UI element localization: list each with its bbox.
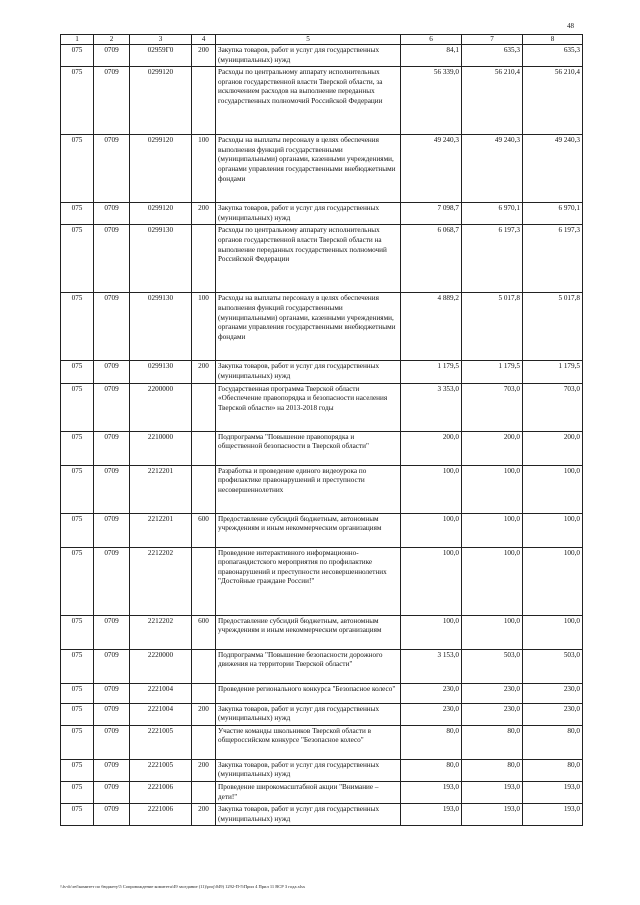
table-cell-col-2: 0709: [94, 225, 130, 293]
table-cell-col-4: 200: [192, 203, 216, 225]
table-cell-col-8: 1 179,5: [523, 361, 583, 383]
header-col-1: 1: [61, 35, 94, 45]
table-cell-col-8: 80,0: [523, 759, 583, 781]
table-cell-col-8: 6 197,3: [523, 225, 583, 293]
table-row: [61, 804, 583, 826]
table-cell-col-4: 100: [192, 135, 216, 203]
table-cell-col-3: 2212201: [130, 513, 192, 547]
table-cell-col-1: 075: [61, 725, 94, 759]
table-cell-col-7: 230,0: [462, 703, 523, 725]
table-cell-col-6: 49 240,3: [401, 135, 462, 203]
table-cell-col-1: 075: [61, 225, 94, 293]
table-row: [61, 759, 583, 781]
table-cell-col-5: Предоставление субсидий бюджетным, автономным учреждениям и иным некоммерческим организациям: [216, 513, 401, 547]
table-cell-col-4: [192, 649, 216, 683]
table-cell-col-6: 193,0: [401, 781, 462, 803]
table-cell-col-7: 193,0: [462, 804, 523, 826]
header-col-7: 7: [462, 35, 523, 45]
table-cell-col-4: 200: [192, 361, 216, 383]
table-row: [61, 683, 583, 703]
table-cell-col-3: 2221005: [130, 759, 192, 781]
table-cell-col-3: 0299130: [130, 361, 192, 383]
budget-table: [60, 34, 583, 826]
table-row: [61, 547, 583, 615]
table-cell-col-1: 075: [61, 781, 94, 803]
table-cell-col-4: [192, 683, 216, 703]
table-row: [61, 383, 583, 431]
table-cell-col-5: Проведение регионального конкурса "Безопасное колесо": [216, 683, 401, 703]
table-cell-col-6: 6 068,7: [401, 225, 462, 293]
table-cell-col-7: 193,0: [462, 781, 523, 803]
table-cell-col-3: 0299120: [130, 203, 192, 225]
header-col-2: 2: [94, 35, 130, 45]
file-path-footer: \\fs-dc\ref\комитет по бюджету\5 Сопровождение комитета\49 заседание (11)\proj\049) 1292-П-5\Прил 4 Прил 11 ВСР 3 года.xlsx: [60, 884, 306, 889]
table-cell-col-1: 075: [61, 465, 94, 513]
table-cell-col-7: 5 017,8: [462, 293, 523, 361]
table-cell-col-2: 0709: [94, 547, 130, 615]
table-cell-col-7: 200,0: [462, 431, 523, 465]
table-cell-col-2: 0709: [94, 804, 130, 826]
table-cell-col-1: 075: [61, 383, 94, 431]
table-cell-col-3: 2212202: [130, 615, 192, 649]
table-cell-col-5: Закупка товаров, работ и услуг для государственных (муниципальных) нужд: [216, 361, 401, 383]
table-cell-col-5: Закупка товаров, работ и услуг для государственных (муниципальных) нужд: [216, 45, 401, 67]
table-cell-col-8: 635,3: [523, 45, 583, 67]
table-row: [61, 203, 583, 225]
table-cell-col-7: 100,0: [462, 547, 523, 615]
table-cell-col-7: 703,0: [462, 383, 523, 431]
table-cell-col-7: 230,0: [462, 683, 523, 703]
table-cell-col-6: 230,0: [401, 703, 462, 725]
table-cell-col-6: 100,0: [401, 615, 462, 649]
table-cell-col-4: [192, 781, 216, 803]
table-cell-col-8: 193,0: [523, 781, 583, 803]
table-cell-col-1: 075: [61, 547, 94, 615]
table-cell-col-4: 100: [192, 293, 216, 361]
table-cell-col-7: 49 240,3: [462, 135, 523, 203]
page-number: 48: [567, 22, 574, 30]
table-cell-col-4: [192, 725, 216, 759]
table-cell-col-4: 200: [192, 804, 216, 826]
table-cell-col-5: Расходы по центральному аппарату исполнительных органов государственной власти Тверской области, за исключением расходов на выполнение переданных государственных полномочий Российской Федерации: [216, 67, 401, 135]
table-cell-col-6: 3 353,0: [401, 383, 462, 431]
table-cell-col-7: 56 210,4: [462, 67, 523, 135]
table-cell-col-7: 1 179,5: [462, 361, 523, 383]
table-cell-col-8: 503,0: [523, 649, 583, 683]
table-cell-col-1: 075: [61, 293, 94, 361]
table-cell-col-3: 2212201: [130, 465, 192, 513]
table-cell-col-4: 200: [192, 45, 216, 67]
table-cell-col-8: 703,0: [523, 383, 583, 431]
table-cell-col-4: [192, 225, 216, 293]
table-cell-col-3: 0299120: [130, 67, 192, 135]
table-cell-col-5: Расходы на выплаты персоналу в целях обеспечения выполнения функций государственными (муниципальными) органами, казенными учреждениями, органами управления государственными внебюджетными фондами: [216, 293, 401, 361]
table-cell-col-2: 0709: [94, 361, 130, 383]
table-cell-col-8: 230,0: [523, 703, 583, 725]
table-cell-col-2: 0709: [94, 135, 130, 203]
table-cell-col-2: 0709: [94, 703, 130, 725]
table-cell-col-5: Закупка товаров, работ и услуг для государственных (муниципальных) нужд: [216, 759, 401, 781]
table-row: [61, 431, 583, 465]
table-cell-col-1: 075: [61, 67, 94, 135]
table-cell-col-5: Подпрограмма "Повышение правопорядка и общественной безопасности в Тверской области": [216, 431, 401, 465]
table-row: [61, 703, 583, 725]
table-cell-col-8: 100,0: [523, 547, 583, 615]
table-cell-col-6: 193,0: [401, 804, 462, 826]
table-cell-col-2: 0709: [94, 649, 130, 683]
table-cell-col-3: 2221004: [130, 683, 192, 703]
table-cell-col-7: 100,0: [462, 465, 523, 513]
table-row: [61, 513, 583, 547]
table-cell-col-6: 1 179,5: [401, 361, 462, 383]
table-cell-col-1: 075: [61, 431, 94, 465]
table-cell-col-2: 0709: [94, 725, 130, 759]
table-cell-col-3: 2221006: [130, 781, 192, 803]
table-cell-col-3: 2221006: [130, 804, 192, 826]
table-cell-col-1: 075: [61, 513, 94, 547]
table-cell-col-8: 49 240,3: [523, 135, 583, 203]
table-cell-col-4: [192, 431, 216, 465]
table-cell-col-7: 503,0: [462, 649, 523, 683]
table-cell-col-3: 2212202: [130, 547, 192, 615]
table-cell-col-8: 230,0: [523, 683, 583, 703]
table-cell-col-4: 600: [192, 615, 216, 649]
table-row: [61, 649, 583, 683]
table-cell-col-1: 075: [61, 683, 94, 703]
table-cell-col-2: 0709: [94, 781, 130, 803]
table-cell-col-5: Расходы по центральному аппарату исполнительных органов государственной власти Тверской области на выполнение переданных государственных полномочий Российской Федерации: [216, 225, 401, 293]
table-cell-col-3: 0299130: [130, 225, 192, 293]
table-cell-col-5: Подпрограмма "Повышение безопасности дорожного движения на территории Тверской области": [216, 649, 401, 683]
table-cell-col-3: 2221005: [130, 725, 192, 759]
table-cell-col-7: 100,0: [462, 513, 523, 547]
header-col-6: 6: [401, 35, 462, 45]
table-cell-col-1: 075: [61, 203, 94, 225]
table-cell-col-3: 2220000: [130, 649, 192, 683]
table-cell-col-4: [192, 383, 216, 431]
table-cell-col-4: [192, 67, 216, 135]
table-cell-col-5: Участие команды школьников Тверской области в общероссийском конкурсе "Безопасное колесо": [216, 725, 401, 759]
table-cell-col-2: 0709: [94, 383, 130, 431]
table-cell-col-2: 0709: [94, 431, 130, 465]
table-cell-col-2: 0709: [94, 513, 130, 547]
table-cell-col-1: 075: [61, 703, 94, 725]
table-cell-col-6: 100,0: [401, 513, 462, 547]
table-cell-col-3: 02959Г0: [130, 45, 192, 67]
table-cell-col-4: 600: [192, 513, 216, 547]
table-row: [61, 67, 583, 135]
table-cell-col-7: 80,0: [462, 759, 523, 781]
table-cell-col-7: 6 197,3: [462, 225, 523, 293]
table-cell-col-1: 075: [61, 135, 94, 203]
table-cell-col-2: 0709: [94, 465, 130, 513]
table-cell-col-5: Расходы на выплаты персоналу в целях обеспечения выполнения функций государственными (муниципальными) органами, казенными учреждениями, органами управления государственными внебюджетными фондами: [216, 135, 401, 203]
table-cell-col-3: 2221004: [130, 703, 192, 725]
table-cell-col-2: 0709: [94, 759, 130, 781]
table-cell-col-5: Проведение интерактивного информационно-пропагандистского мероприятия по профилактике правонарушений и преступности несовершеннолетних "Достойные граждане России!": [216, 547, 401, 615]
table-row: [61, 225, 583, 293]
table-cell-col-6: 80,0: [401, 759, 462, 781]
table-cell-col-5: Проведение широкомасштабной акции "Внимание – дети!": [216, 781, 401, 803]
table-cell-col-6: 230,0: [401, 683, 462, 703]
header-col-5: 5: [216, 35, 401, 45]
table-cell-col-7: 100,0: [462, 615, 523, 649]
table-cell-col-5: Закупка товаров, работ и услуг для государственных (муниципальных) нужд: [216, 703, 401, 725]
header-col-4: 4: [192, 35, 216, 45]
table-cell-col-2: 0709: [94, 683, 130, 703]
table-cell-col-6: 100,0: [401, 465, 462, 513]
table-cell-col-7: 80,0: [462, 725, 523, 759]
table-cell-col-8: 80,0: [523, 725, 583, 759]
table-cell-col-3: 0299120: [130, 135, 192, 203]
header-row: [61, 35, 583, 45]
table-cell-col-6: 80,0: [401, 725, 462, 759]
table-cell-col-2: 0709: [94, 45, 130, 67]
table-cell-col-4: 200: [192, 759, 216, 781]
table-cell-col-5: Предоставление субсидий бюджетным, автономным учреждениям и иным некоммерческим организациям: [216, 615, 401, 649]
table-cell-col-1: 075: [61, 45, 94, 67]
table-cell-col-6: 84,1: [401, 45, 462, 67]
table-cell-col-2: 0709: [94, 67, 130, 135]
table-cell-col-3: 0299130: [130, 293, 192, 361]
table-cell-col-2: 0709: [94, 293, 130, 361]
table-cell-col-8: 6 970,1: [523, 203, 583, 225]
table-cell-col-8: 193,0: [523, 804, 583, 826]
table-cell-col-8: 56 210,4: [523, 67, 583, 135]
table-cell-col-4: [192, 547, 216, 615]
table-cell-col-8: 5 017,8: [523, 293, 583, 361]
table-cell-col-8: 100,0: [523, 465, 583, 513]
table-cell-col-8: 100,0: [523, 513, 583, 547]
table-cell-col-1: 075: [61, 649, 94, 683]
table-cell-col-8: 200,0: [523, 431, 583, 465]
table-cell-col-5: Закупка товаров, работ и услуг для государственных (муниципальных) нужд: [216, 203, 401, 225]
table-cell-col-1: 075: [61, 615, 94, 649]
table-cell-col-6: 200,0: [401, 431, 462, 465]
table-cell-col-1: 075: [61, 804, 94, 826]
table-cell-col-3: 2210000: [130, 431, 192, 465]
table-cell-col-5: Государственная программа Тверской области «Обеспечение правопорядка и безопасности населения Тверской области» на 2013-2018 годы: [216, 383, 401, 431]
table-cell-col-1: 075: [61, 759, 94, 781]
table-cell-col-5: Закупка товаров, работ и услуг для государственных (муниципальных) нужд: [216, 804, 401, 826]
table-row: [61, 725, 583, 759]
table-row: [61, 465, 583, 513]
table-row: [61, 45, 583, 67]
table-row: [61, 361, 583, 383]
table-cell-col-1: 075: [61, 361, 94, 383]
table-cell-col-7: 6 970,1: [462, 203, 523, 225]
table-row: [61, 615, 583, 649]
table-cell-col-4: [192, 465, 216, 513]
table-row: [61, 781, 583, 803]
table-cell-col-6: 7 098,7: [401, 203, 462, 225]
table-cell-col-7: 635,3: [462, 45, 523, 67]
header-col-8: 8: [523, 35, 583, 45]
table-cell-col-8: 100,0: [523, 615, 583, 649]
table-cell-col-4: 200: [192, 703, 216, 725]
table-cell-col-6: 100,0: [401, 547, 462, 615]
table-cell-col-2: 0709: [94, 203, 130, 225]
table-cell-col-6: 56 339,0: [401, 67, 462, 135]
table-cell-col-3: 2200000: [130, 383, 192, 431]
table-cell-col-6: 3 153,0: [401, 649, 462, 683]
header-col-3: 3: [130, 35, 192, 45]
table-cell-col-5: Разработка и проведение единого видеоурока по профилактике правонарушений и преступности несовершеннолетних: [216, 465, 401, 513]
table-cell-col-6: 4 889,2: [401, 293, 462, 361]
table-row: [61, 293, 583, 361]
table-row: [61, 135, 583, 203]
table-cell-col-2: 0709: [94, 615, 130, 649]
